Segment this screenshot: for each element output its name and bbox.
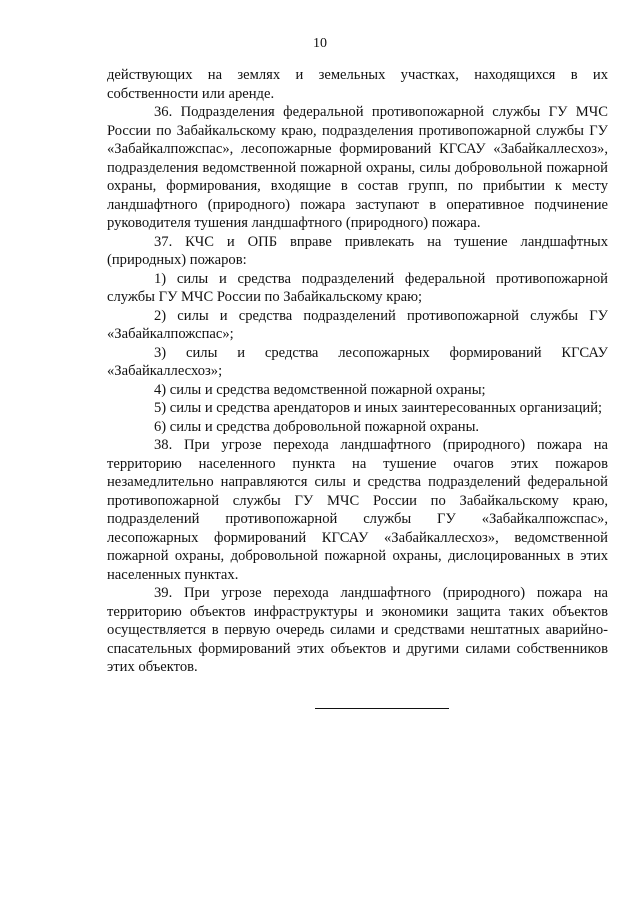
list-item-5: 5) силы и средства арендаторов и иных заинтересованных организаций; — [154, 400, 603, 416]
list-item-6: 6) силы и средства добровольной пожарной охраны. — [154, 418, 480, 435]
list-item-4: 4) силы и средства ведомственной пожарной охраны; — [154, 381, 486, 398]
paragraph-continuation: действующих на землях и земельных участках, находящихся в их собственности или аренде. — [107, 67, 608, 102]
end-of-document-rule — [315, 708, 449, 709]
paragraph-36: 36. Подразделения федеральной противопожарной службы ГУ МЧС России по Забайкальскому краю, подразделения противопожарной службы ГУ «Забайкалпожспас», лесопожарные формирований КГСАУ «Забайкаллесхоз», подразделения ведомственной пожарной охраны, силы добровольной пожарной охраны, формирования, входящие в состав групп, по прибытии к месту ландшафтного (природного) пожара заступают в оперативное подчинение руководителя тушения ландшафтного (природного) пожара. — [107, 104, 608, 231]
page-number: 10 — [313, 36, 327, 51]
document-body — [107, 66, 608, 677]
paragraph-39: 39. При угрозе перехода ландшафтного (природного) пожара на территорию объектов инфраструктуры и экономики защита таких объектов осуществляется в первую очередь силами и средствами нештатных аварийно-спасательных формирований этих объектов и другими силами собственников этих объектов. — [107, 585, 608, 675]
paragraph-38: 38. При угрозе перехода ландшафтного (природного) пожара на территорию населенного пункта на тушение очагов этих пожаров незамедлительно направляются силы и средства подразделений федеральной противопожарной службы ГУ МЧС России по Забайкальскому краю, подразделений противопожарной службы ГУ «Забайкалпожспас», лесопожарных формирований КГСАУ «Забайкаллесхоз», ведомственной пожарной охраны, добровольной пожарной охраны, дислоцированных в этих населенных пунктах. — [107, 437, 608, 583]
list-item-1: 1) силы и средства подразделений федеральной противопожарной службы ГУ МЧС России по Забайкальскому краю; — [107, 270, 608, 305]
list-item-3: 3) силы и средства лесопожарных формирований КГСАУ «Забайкаллесхоз»; — [107, 344, 608, 379]
paragraph-37: 37. КЧС и ОПБ вправе привлекать на тушение ландшафтных (природных) пожаров: — [107, 233, 608, 268]
list-item-2: 2) силы и средства подразделений противопожарной службы ГУ «Забайкалпожспас»; — [107, 307, 608, 342]
